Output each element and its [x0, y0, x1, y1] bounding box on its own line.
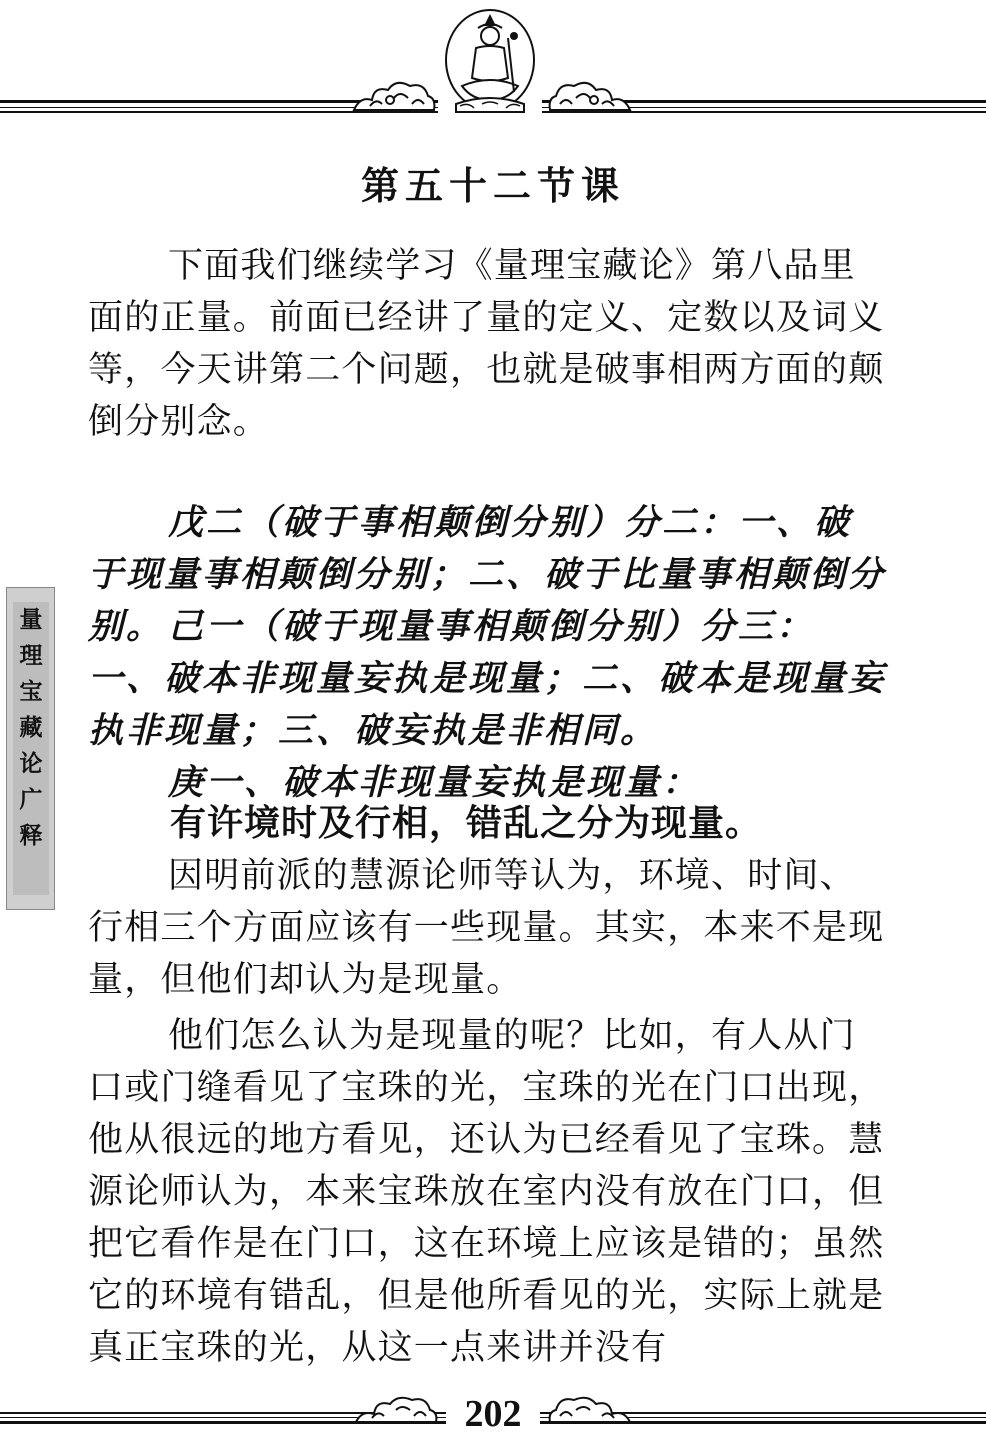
cloud-right-icon: [546, 76, 634, 114]
deity-illustration: [438, 8, 542, 120]
side-tab-char: 理: [19, 642, 43, 669]
page-number: 202: [464, 1393, 522, 1435]
side-tab-char: 宝: [19, 678, 43, 705]
side-tab-char: 量: [19, 606, 43, 633]
intro-paragraph: 下面我们继续学习《量理宝藏论》第八品里面的正量。前面已经讲了量的定义、定数以及词义等，今天讲第二个问题，也就是破事相两方面的颠倒分别念。: [88, 246, 885, 442]
body-paragraph-1: 因明前派的慧源论师等认为，环境、时间、行相三个方面应该有一些现量。其实，本来不是现量，但他们却认为是现量。: [88, 856, 885, 1000]
footer-cloud-left-icon: [352, 1392, 440, 1426]
side-tab: [6, 587, 55, 910]
section-heading-2: 己一（破于现量事相颠倒分别）分三：一、破本非现量妄执是现量；二、破本是现量妄执非现量；三、破妄执是非相同。: [88, 606, 887, 751]
side-tab-char: 藏: [19, 714, 43, 741]
section-heading-1: 戊二（破于事相颠倒分别）分二：一、破于现量事相颠倒分别；二、破于比量事相颠倒分别。: [88, 502, 887, 647]
footer-cloud-right-icon: [546, 1392, 634, 1426]
side-tab-char: 广: [19, 786, 43, 813]
side-tab-char: 论: [19, 750, 43, 777]
cloud-left-icon: [350, 76, 438, 114]
side-tab-label: [13, 602, 49, 895]
side-tab-char: 释: [19, 822, 43, 849]
page-title: 第五十二节课: [360, 163, 625, 208]
body-paragraph-2: 他们怎么认为是现量的呢？比如，有人从门口或门缝看见了宝珠的光，宝珠的光在门口出现，他从很远的地方看见，还认为已经看见了宝珠。慧源论师认为，本来宝珠放在室内没有放在门口，但把它看作是在门口，这在环境上应该是错的；虽然它的环境有错乱，但是他所看见的光，实际上就是真正宝珠的光，从这一点来讲并没有: [88, 1016, 885, 1368]
section-heading-3: 庚一、破本非现量妄执是现量：: [168, 762, 701, 803]
guru-rinpoche-deity-icon: [438, 8, 542, 120]
root-verse: 有许境时及行相，错乱之分为现量。: [170, 803, 763, 844]
